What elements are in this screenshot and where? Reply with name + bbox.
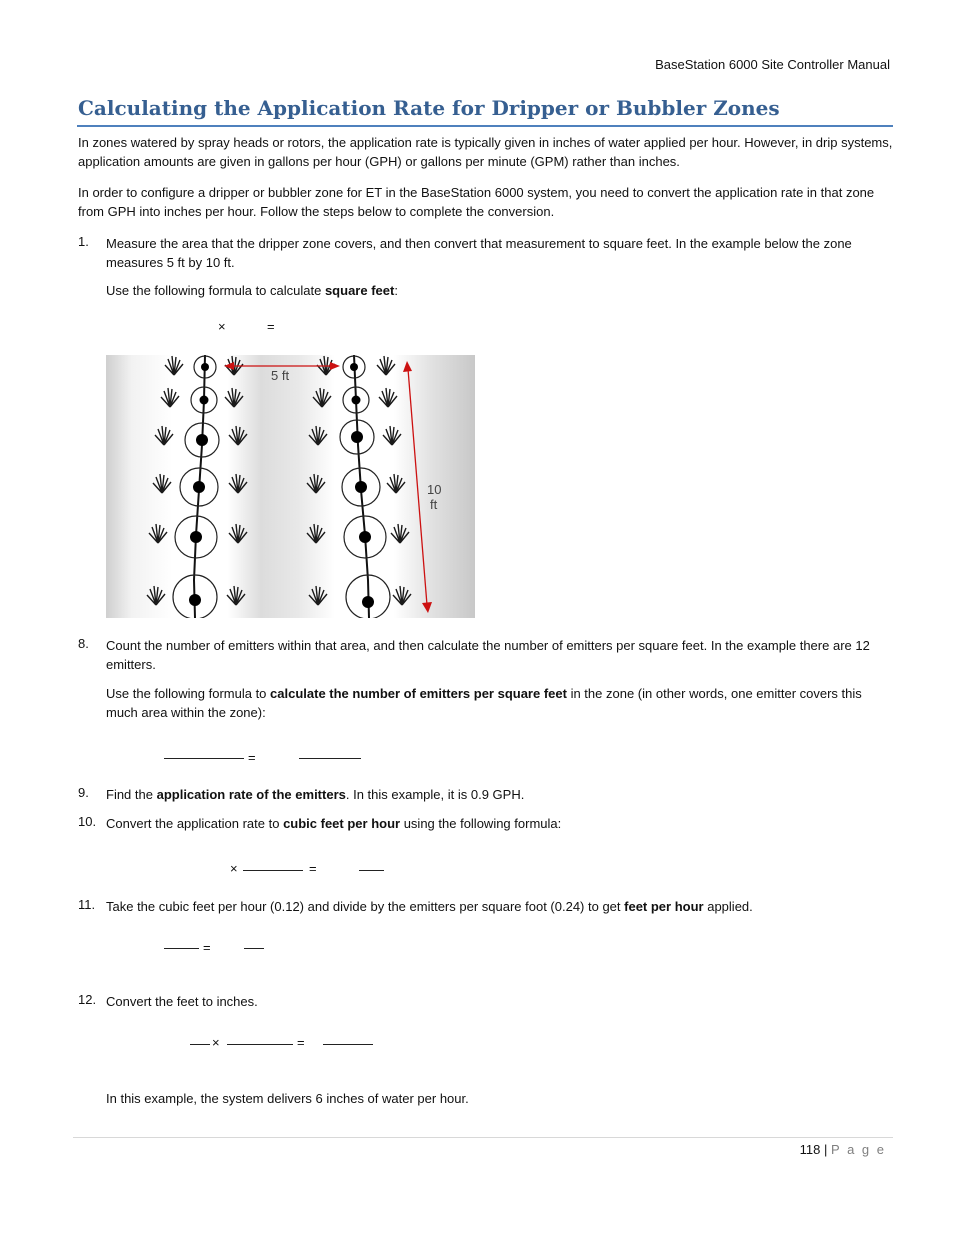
title-underline [77, 125, 893, 127]
step-text: Convert the application rate to cubic feet per hour using the following formula: [106, 816, 562, 831]
step-text: Measure the area that the dripper zone covers, and then convert that measurement to square feet. In the example below the zone measures 5 ft by 10 ft. [106, 236, 852, 270]
fraction-bar [243, 870, 303, 871]
page-number: 118 [799, 1142, 821, 1157]
formula-times: × [230, 861, 238, 876]
conclusion-text: In this example, the system delivers 6 inches of water per hour. [106, 1091, 469, 1106]
fraction-bar [359, 870, 384, 871]
formula-equals: = [309, 861, 317, 876]
step-number: 11. [78, 897, 96, 912]
step-text: Find the application rate of the emitters. In this example, it is 0.9 GPH. [106, 787, 525, 802]
fraction-bar [299, 758, 361, 759]
step-instruction: Use the following formula to calculate the number of emitters per square feet in the zone (in other words, one emitter covers this much area within the zone): [106, 686, 862, 720]
width-label: 5 ft [271, 368, 290, 383]
fraction-bar [227, 1044, 293, 1045]
section-title: Calculating the Application Rate for Dripper or Bubbler Zones [78, 96, 780, 120]
intro-paragraph-2: In order to configure a dripper or bubbler zone for ET in the BaseStation 6000 system, you need to convert the application rate in that zone from GPH into inches per hour. Follow the steps below to complete the conversion. [78, 185, 875, 219]
step-text: Count the number of emitters within that area, and then calculate the number of emitters per square feet. In the example there are 12 emitters. [106, 638, 870, 672]
formula-equals: = [267, 319, 275, 334]
intro-paragraph-1: In zones watered by spray heads or rotors, the application rate is typically given in inches of water applied per hour. However, in drip systems, application amounts are given in gallons per hour (GPH) or gallons per minute (GPM) rather than inches. [78, 135, 893, 169]
fraction-bar [323, 1044, 373, 1045]
footer-separator: | [824, 1142, 828, 1157]
fraction-bar [244, 948, 264, 949]
fraction-bar [164, 948, 199, 949]
dripper-zone-diagram [106, 355, 475, 618]
fraction-bar [164, 758, 244, 759]
step-number: 1. [78, 234, 89, 249]
step-number: 10. [78, 814, 97, 829]
height-label-unit: ft [430, 497, 438, 512]
step-text: Take the cubic feet per hour (0.12) and divide by the emitters per square foot (0.24) to get feet per hour applied. [106, 899, 753, 914]
running-header: BaseStation 6000 Site Controller Manual [655, 57, 890, 72]
step-instruction: Use the following formula to calculate square feet: [106, 283, 398, 298]
footer-rule [73, 1137, 893, 1138]
formula-times: × [212, 1035, 220, 1050]
step-number: 8. [78, 636, 89, 651]
page-word: P a g e [831, 1142, 886, 1157]
formula-equals: = [248, 750, 256, 765]
step-number: 12. [78, 992, 97, 1007]
fraction-bar [190, 1044, 210, 1045]
formula-equals: = [203, 940, 211, 955]
formula-times: × [218, 319, 226, 334]
formula-equals: = [297, 1035, 305, 1050]
step-text: Convert the feet to inches. [106, 994, 258, 1009]
height-label-value: 10 [427, 482, 442, 497]
step-number: 9. [78, 785, 89, 800]
page-footer [800, 1142, 886, 1157]
